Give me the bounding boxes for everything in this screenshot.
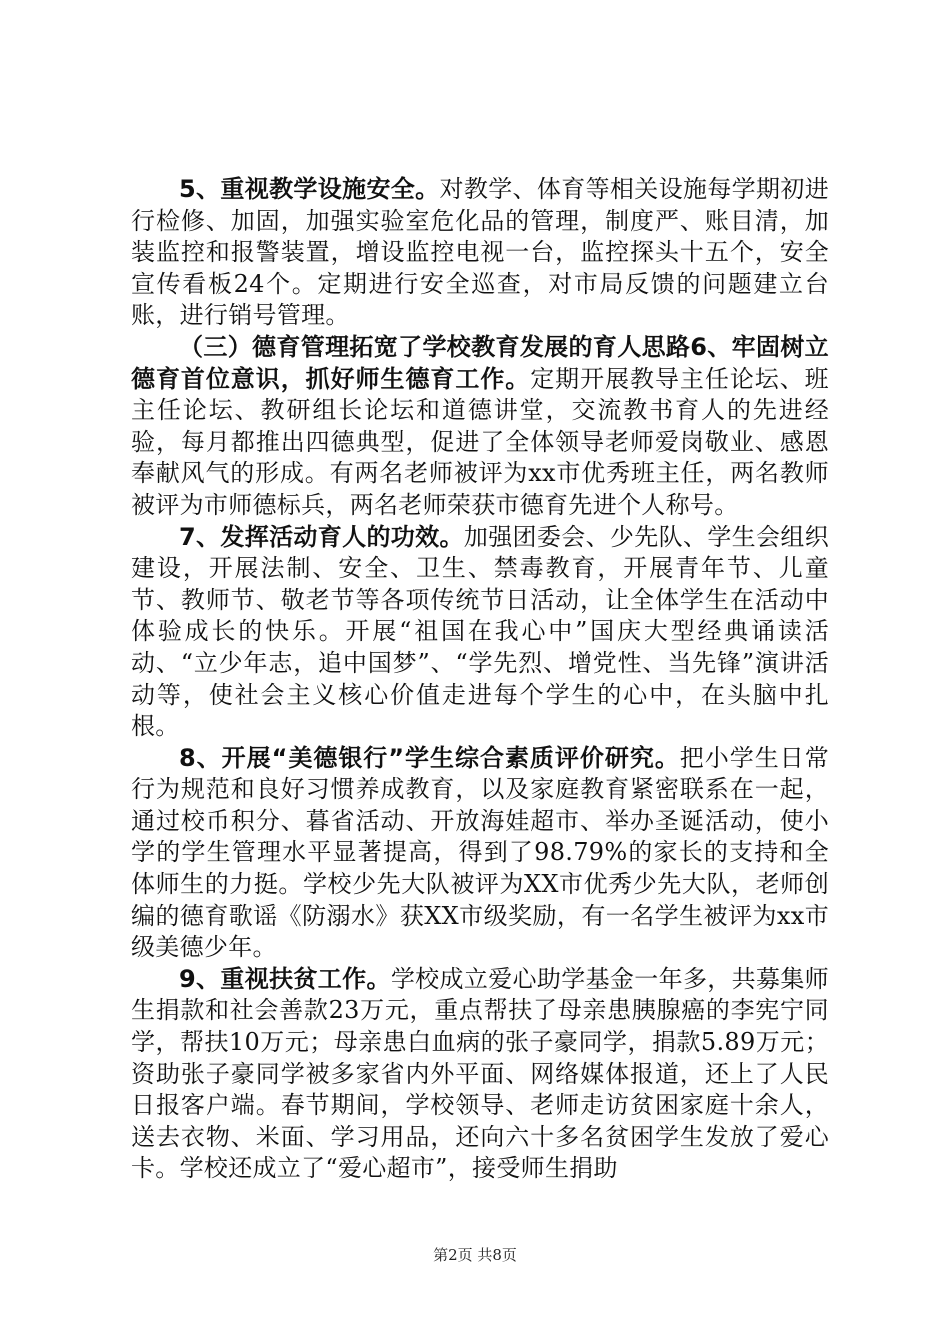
paragraph-safety [131, 174, 829, 332]
paragraph-text: 对教学、体育等相关设施每学期初进行检修、加固，加强实验室危化品的管理，制度严、账目清，加装监控和报警装置，增设监控电视一台，监控探头十五个，安全宣传看板24个。定期进行安全巡查，对市局反馈的问题建立台账，进行销号管理。 [131, 175, 829, 330]
paragraph-heading: （三）德育管理拓宽了学校教育发展的育人思路6、牢固树立德育首位意识，抓好师生德育工作。 [131, 332, 829, 393]
paragraph-text: 学校成立爱心助学基金一年多，共募集师生捐款和社会善款23万元，重点帮扶了母亲患胰腺癌的李宪宁同学，帮扶10万元；母亲患白血病的张子豪同学，捐款5.89万元；资助张子豪同学被多家省内外平面、网络媒体报道，还上了人民日报客户端。春节期间，学校领导、老师走访贫困家庭十余人，送去衣物、米面、学习用品，还向六十多名贫困学生发放了爱心卡。学校还成立了“爱心超市”，接受师生捐助 [131, 964, 829, 1183]
paragraph-poverty-relief [131, 964, 829, 1185]
paragraph-heading: 9、重视扶贫工作。 [179, 964, 391, 993]
paragraph-virtue-bank [131, 743, 829, 964]
document-body [131, 174, 829, 1185]
paragraph-heading: 7、发挥活动育人的功效。 [179, 522, 464, 551]
paragraph-heading: 5、重视教学设施安全。 [179, 175, 440, 203]
paragraph-text: 加强团委会、少先队、学生会组织建设，开展法制、安全、卫生、禁毒教育，开展青年节、儿童节、教师节、敬老节等各项传统节日活动，让全体学生在活动中体验成长的快乐。开展“祖国在我心中”国庆大型经典诵读活动、“立少年志，追中国梦”、“学先烈、增党性、当先锋”演讲活动等，使社会主义核心价值走进每个学生的心中，在头脑中扎根。 [131, 522, 829, 741]
paragraph-text: 定期开展教导主任论坛、班主任论坛、教研组长论坛和道德讲堂，交流教书育人的先进经验，每月都推出四德典型，促进了全体领导老师爱岗敬业、感恩奉献风气的形成。有两名老师被评为xx市优秀班主任，两名教师被评为市师德标兵，两名老师荣获市德育先进个人称号。 [131, 364, 829, 519]
page-number-footer: 第2页 共8页 [433, 1246, 517, 1264]
paragraph-text: 把小学生日常行为规范和良好习惯养成教育，以及家庭教育紧密联系在一起，通过校币积分、暮省活动、开放海娃超市、举办圣诞活动，使小学的学生管理水平显著提高，得到了98.79%的家长的支持和全体师生的力挺。学校少先大队被评为XX市优秀少先大队，老师创编的德育歌谣《防溺水》获XX市级奖励，有一名学生被评为xx市级美德少年。 [131, 743, 829, 962]
paragraph-heading: 8、开展“美德银行”学生综合素质评价研究。 [179, 743, 680, 772]
paragraph-activities [131, 522, 829, 743]
paragraph-moral-education [131, 332, 829, 522]
